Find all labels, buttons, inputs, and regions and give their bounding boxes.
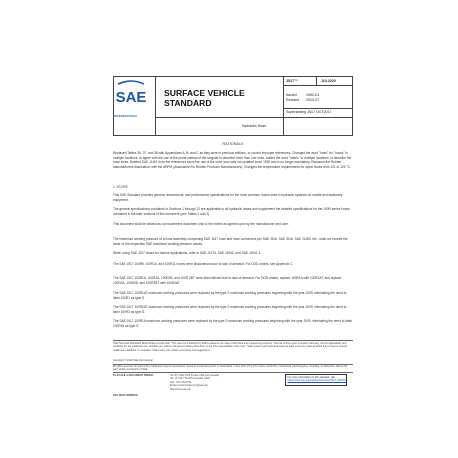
superseding-note: Superseding J517 OCT2017 [286, 110, 332, 114]
footer-rule [113, 372, 353, 373]
scope-paragraph: The maximum working pressure of a hose assembly comprising SAE J517 hose and hose connectors per SAE J516, SAE J518, SAE J1453, etc., shall not exceed the lower of the respective SAE maximum working pressure values. [113, 237, 348, 246]
contact-line: Fax: 724-776-0790 [170, 380, 192, 384]
feedback-link[interactable]: https://www.sae.org/standards/content/J517_202007/ [287, 379, 347, 383]
document-type-title: STANDARD [164, 98, 212, 108]
contact-line: Tel: +1 724-776-4970 (outside USA) [170, 377, 210, 381]
contact-line[interactable]: http://www.sae.org [170, 387, 191, 391]
rationale-heading: RATIONALE [222, 142, 244, 146]
disclaimer-text: SAE Technical Standards Board Rules provide that: "This report is published by SAE to advance the state of technical and engineering sciences. The use of this report is entirely voluntary, and its applicability and suitability for any particular use, including any patent infringement arising therefrom, is the sole responsibility of the user." SAE reviews each technical report at least every five years at which time it may be revised, reaffirmed, stabilized, or cancelled. SAE invites your written comments and suggestions. [113, 342, 348, 352]
document-type-title: SURFACE VEHICLE [164, 88, 245, 98]
svg-text:SAE: SAE [115, 89, 147, 106]
header-divider [283, 108, 353, 109]
feedback-box [285, 374, 347, 386]
sae-logo-icon [114, 80, 148, 112]
revised-label: Revised [286, 98, 299, 102]
rights-text: All rights reserved. No part of this publication may be reproduced, stored in a retrieval system or transmitted, in any form or by any means, electronic, mechanical, photocopying, recording, or otherwise, without the prior written permission of SAE. [113, 365, 348, 372]
order-label: TO PLACE A DOCUMENT ORDER: [113, 374, 154, 377]
contact-line[interactable]: Email: CustomerService@sae.org [170, 384, 208, 388]
contact-line: Tel: 877-606-7323 (inside USA and Canada) [170, 374, 220, 377]
issued-label: Issued [286, 93, 297, 97]
footer-rule [113, 340, 353, 341]
scope-paragraph: The SAE J517 100R2AT maximum working pressures were replaced by the type S maximum working pressures beginning with the year 2009, eliminating the need to label 100R2 as type S. [113, 305, 347, 314]
section-heading: 1. SCOPE [113, 185, 128, 189]
rationale-text: Replaced Tables 36, 37, and 38 with Appendices A, B, and C as they were in previous editions, to correct improper references. Changed the word "hose" for "hoses" in multiple locations, to agree with the use of the plural instead of the singular to describe more than one hose. Added the word "metric" in multiple locations, to describe the hose sizes. Deleted SAE J1401 from the references since the use of the color yarn was not updated since 1990 and is no longer mandatory. Replaced the Rubber Manufacturers Association with the ARPM (Association for Rubber Products Manufacturers). Changed the temperature requirements for spiral hoses from 121 to 125 °C. [113, 151, 352, 169]
logo-subtitle: INTERNATIONAL [114, 115, 138, 118]
revised-value: 2020-07 [306, 98, 320, 102]
scope-paragraph: The SAE J517 100R9, 100R10, and 100R11 hoses were discontinued due to lack of demand. For DOD orders, see Appendix C. [113, 262, 294, 266]
feedback-label: For more information on this standard, visit [287, 376, 335, 379]
scope-paragraph: The general specifications contained in Sections 1 through 12 are applicable to all hydraulic hoses and supplement the detailed specifications for the 100R-series hoses contained in the later sections of this document (see Tables 1 and 2). [113, 207, 350, 216]
header-divider [283, 85, 353, 86]
web-address-label: SAE WEB ADDRESS: [113, 394, 139, 397]
scope-paragraph: The SAE J517 100R1A, 100R2A, 100R2B, and 100R 2BT were discontinued due to lack of demand. For DOD orders, replace 100R1A with 100R1AT, and replace 100R2A, 100R2B, and 100R2BT with 100R2AT. [113, 276, 342, 285]
scope-paragraph: The SAE J517 100R16 maximum working pressures were replaced by the type S maximum working pressures beginning with the year 2009, eliminating the need to label 100R16 as type S. [113, 319, 353, 328]
issued-value: 1952-01 [306, 93, 320, 97]
document-date: JUL2020 [321, 79, 336, 83]
copyright-text: Copyright © 2020 SAE International [113, 359, 153, 362]
header-divider [155, 117, 353, 118]
scope-paragraph: This document shall be utilized as a procurement document only to the extent as agreed upon by the manufacturer and user. [113, 222, 289, 226]
header-divider [316, 76, 317, 85]
scope-paragraph: The SAE J517 100R1AT maximum working pressures were replaced by the type S maximum working pressures beginning with the year 2009, eliminating the need to label 100R1 as type S. [113, 291, 347, 300]
document-number: J517™ [286, 79, 298, 83]
document-subject: Hydraulic Hose [241, 124, 267, 128]
scope-paragraph: When using SAE J517 hoses for marine applications, refer to SAE J1475, SAE J1942, and SAE J1942-1. [113, 251, 262, 255]
scope-paragraph: This SAE Standard provides general, dimensional, and performance specifications for the most common hoses used in hydraulic systems on mobile and stationary equipment. [113, 193, 343, 202]
